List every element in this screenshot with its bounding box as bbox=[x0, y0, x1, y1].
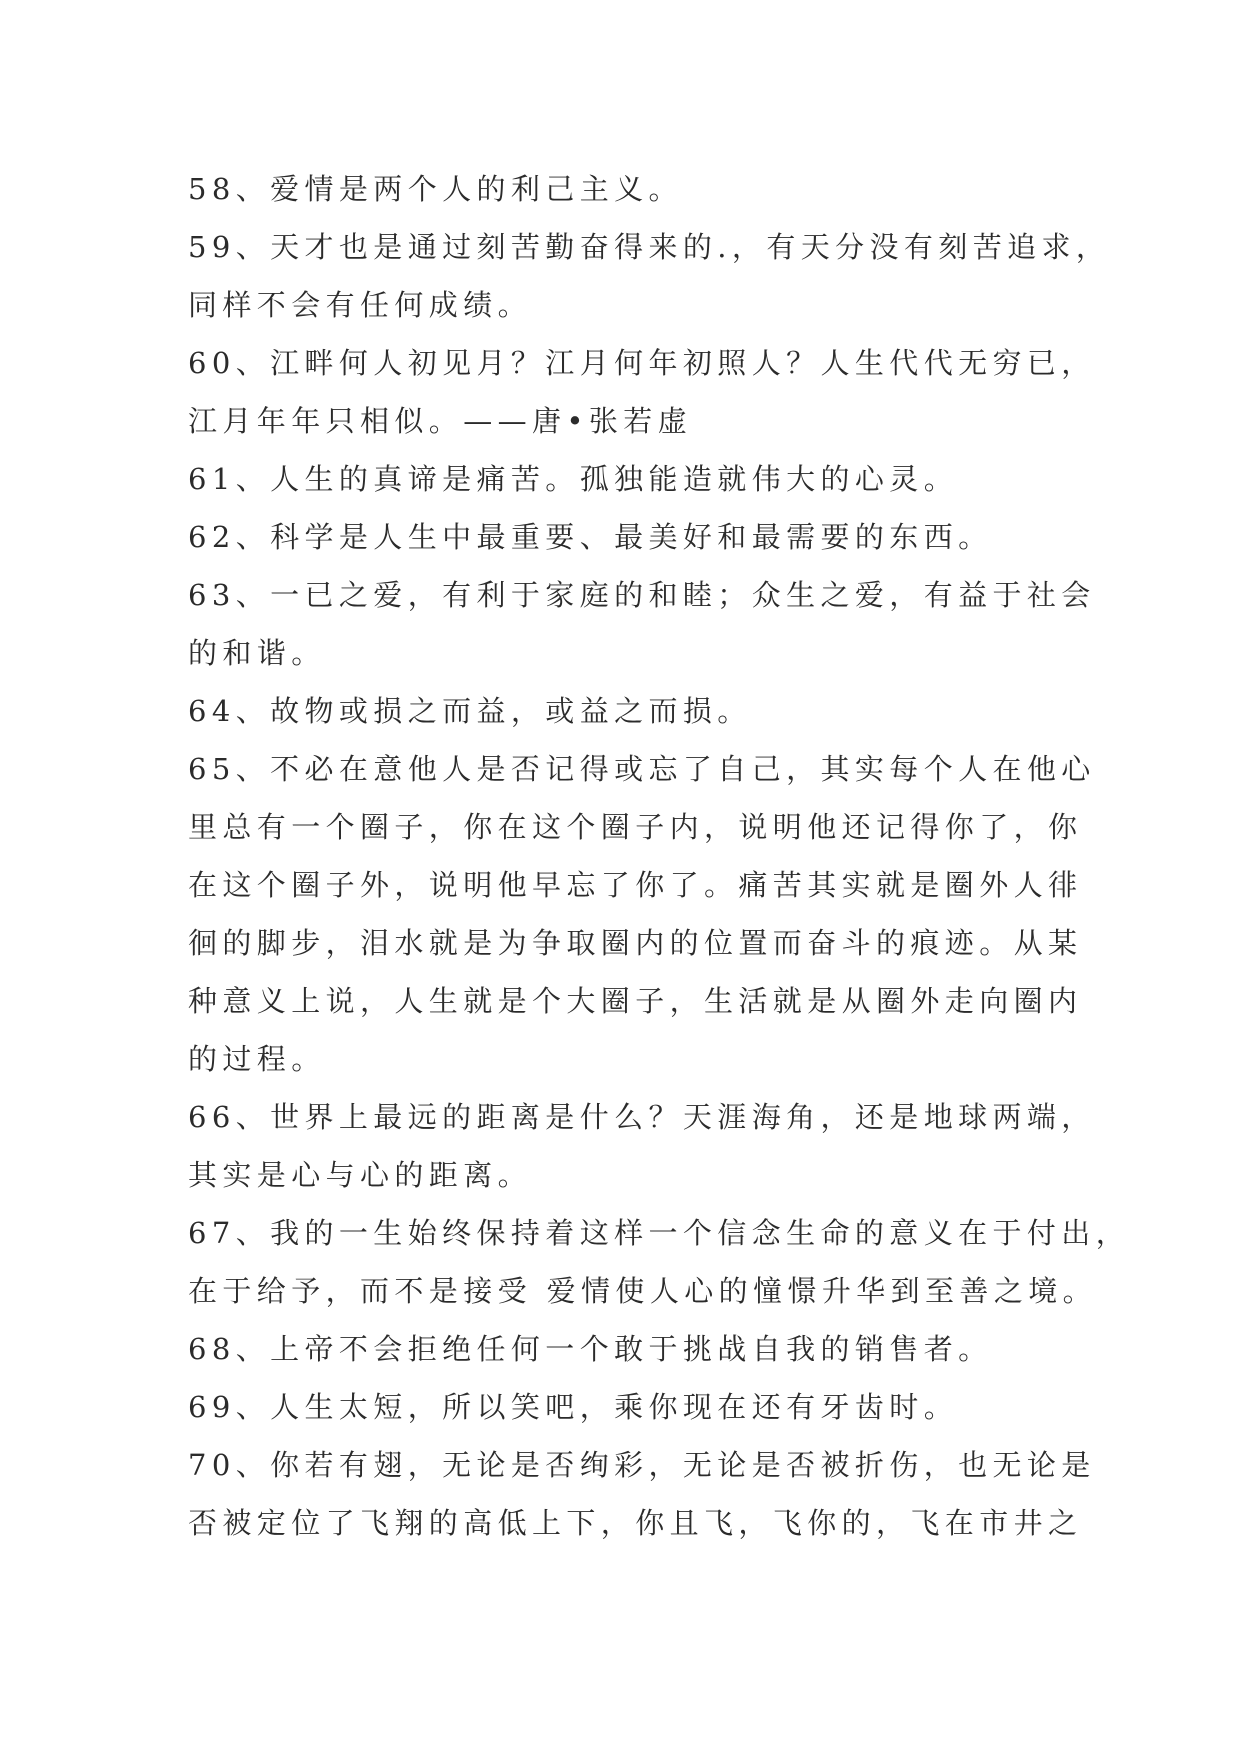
text-line: 67、我的一生始终保持着这样一个信念生命的意义在于付出， bbox=[188, 1216, 1131, 1250]
text-line: 的过程。 bbox=[188, 1042, 326, 1076]
text-line: 69、人生太短，所以笑吧，乘你现在还有牙齿时。 bbox=[188, 1390, 959, 1424]
text-line: 61、人生的真谛是痛苦。孤独能造就伟大的心灵。 bbox=[188, 462, 959, 496]
text-line: 68、上帝不会拒绝任何一个敢于挑战自我的销售者。 bbox=[188, 1332, 993, 1366]
text-line: 江月年年只相似。——唐•张若虚 bbox=[188, 404, 693, 438]
text-line: 徊的脚步，泪水就是为争取圈内的位置而奋斗的痕迹。从某 bbox=[188, 926, 1083, 960]
text-line: 种意义上说，人生就是个大圈子，生活就是从圈外走向圈内 bbox=[188, 984, 1083, 1018]
text-line: 66、世界上最远的距离是什么？天涯海角，还是地球两端， bbox=[188, 1100, 1096, 1134]
text-line: 70、你若有翅，无论是否绚彩，无论是否被折伤，也无论是 bbox=[188, 1448, 1096, 1482]
text-line: 62、科学是人生中最重要、最美好和最需要的东西。 bbox=[188, 520, 993, 554]
text-line: 60、江畔何人初见月？江月何年初照人？人生代代无穷已， bbox=[188, 346, 1096, 380]
text-line: 63、一已之爱，有利于家庭的和睦；众生之爱，有益于社会 bbox=[188, 578, 1096, 612]
text-line: 58、爱情是两个人的利己主义。 bbox=[188, 172, 683, 206]
text-line: 59、天才也是通过刻苦勤奋得来的.，有天分没有刻苦追求， bbox=[188, 230, 1111, 264]
text-line: 65、不必在意他人是否记得或忘了自己，其实每个人在他心 bbox=[188, 752, 1096, 786]
text-line: 的和谐。 bbox=[188, 636, 326, 670]
document-body bbox=[188, 160, 1131, 1552]
text-line: 其实是心与心的距离。 bbox=[188, 1158, 533, 1192]
text-line: 在于给予，而不是接受 爱情使人心的憧憬升华到至善之境。 bbox=[188, 1274, 1098, 1308]
text-line: 同样不会有任何成绩。 bbox=[188, 288, 533, 322]
text-line: 在这个圈子外，说明他早忘了你了。痛苦其实就是圈外人徘 bbox=[188, 868, 1083, 902]
text-line: 64、故物或损之而益，或益之而损。 bbox=[188, 694, 752, 728]
text-line: 里总有一个圈子，你在这个圈子内，说明他还记得你了，你 bbox=[188, 810, 1083, 844]
text-line: 否被定位了飞翔的高低上下，你且飞，飞你的，飞在市井之 bbox=[188, 1506, 1083, 1540]
